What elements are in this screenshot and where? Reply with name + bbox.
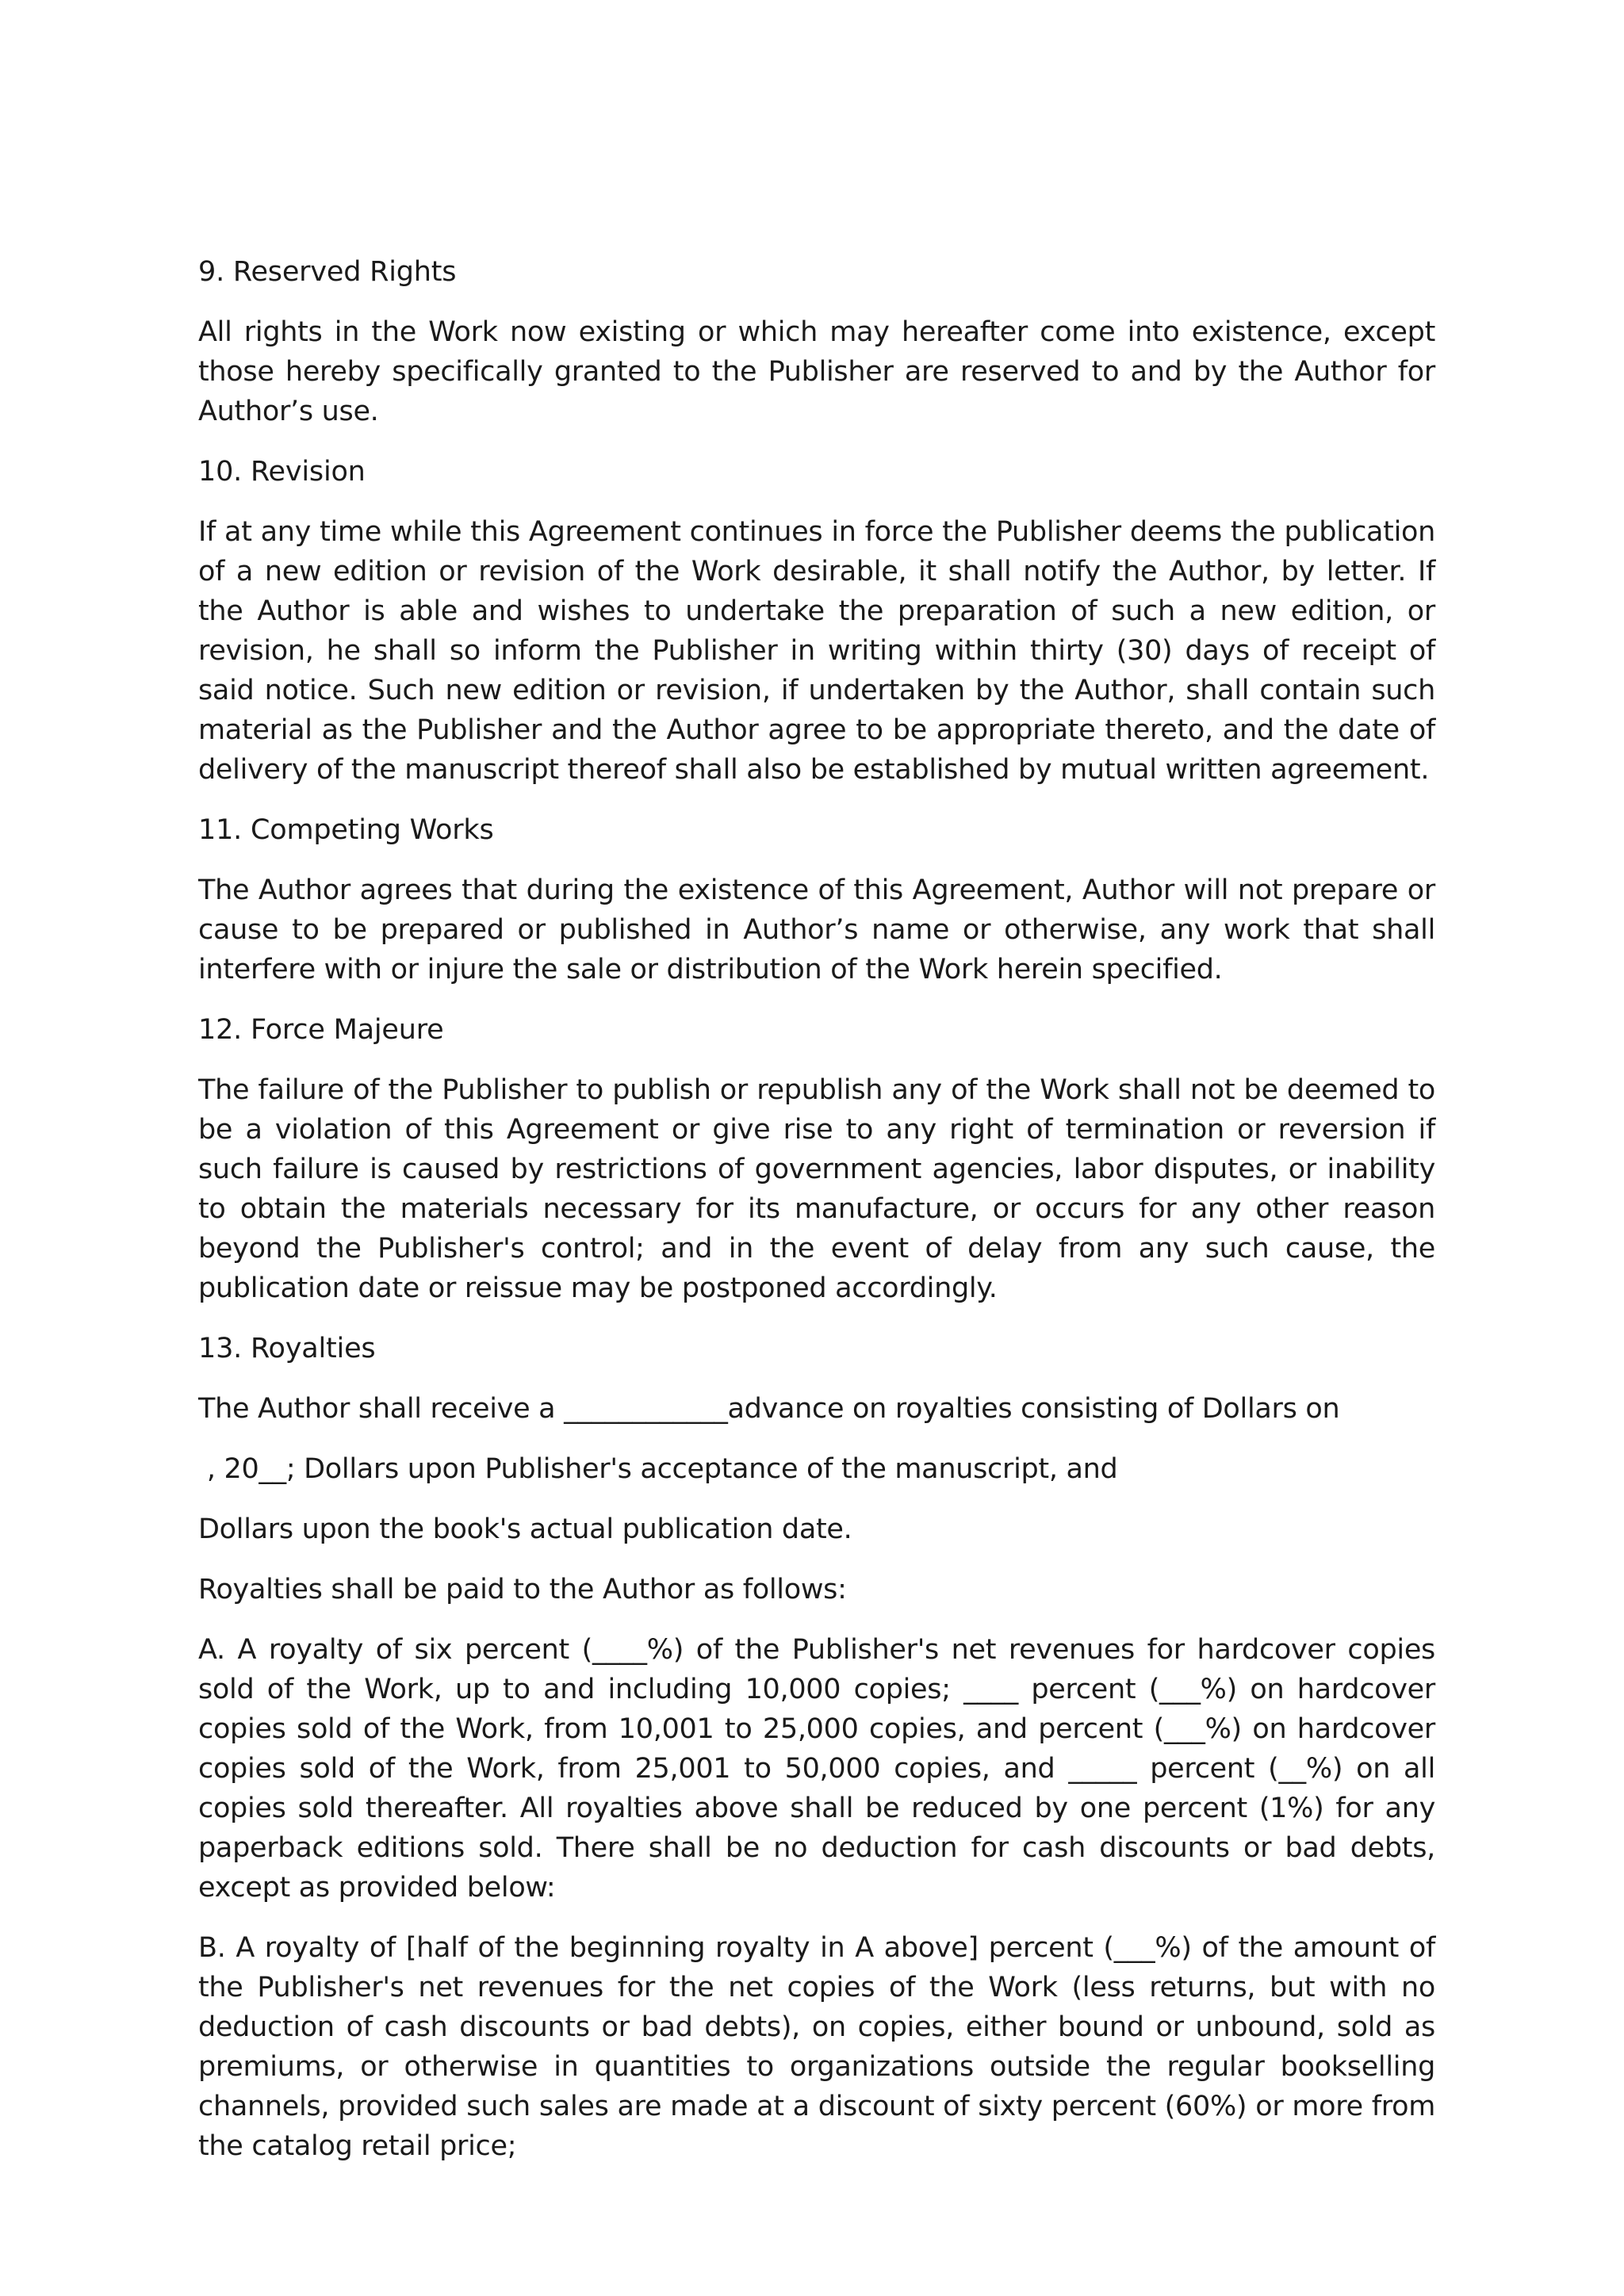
royalties-publication-line: Dollars upon the book's actual publication date.	[198, 1513, 852, 1545]
royalties-date-line: , 20__; Dollars upon Publisher's acceptance of the manuscript, and	[198, 1453, 1118, 1485]
section-competing-works	[198, 810, 1435, 989]
section-body: The Author agrees that during the existence of this Agreement, Author will not prepare or cause to be prepared or published in Author’s name or otherwise, any work that shall interfere with or injure the sale or distribution of the Work herein specified.	[198, 874, 1435, 985]
section-royalties	[198, 1329, 1435, 2166]
section-revision	[198, 452, 1435, 790]
royalties-intro-line: Royalties shall be paid to the Author as follows:	[198, 1574, 847, 1605]
royalties-clause-a: A. A royalty of six percent (____%) of the Publisher's net revenues for hardcover copies sold of the Work, up to and including 10,000 copies; ____ percent (___%) on hardcover copies sold of the Work, from 10,001 to 25,000 copies, and percent (___%) on hardcover copies sold of the Work, from 25,001 to 50,000 copies, and _____ percent (__%) on all copies sold thereafter. All royalties above shall be reduced by one percent (1%) for any paperback editions sold. There shall be no deduction for cash discounts or bad debts, except as provided below:	[198, 1634, 1435, 1904]
section-heading: 9. Reserved Rights	[198, 256, 457, 288]
section-body: All rights in the Work now existing or which may hereafter come into existence, except those hereby specifically granted to the Publisher are reserved to and by the Author for Author’s use.	[198, 316, 1435, 427]
section-heading: 12. Force Majeure	[198, 1014, 444, 1046]
royalties-advance-line: The Author shall receive a ____________advance on royalties consisting of Dollars on	[198, 1393, 1340, 1425]
document-page	[198, 252, 1435, 2187]
section-body: If at any time while this Agreement continues in force the Publisher deems the publication of a new edition or revision of the Work desirable, it shall notify the Author, by letter. If the Author is able and wishes to undertake the preparation of such a new edition, or revision, he shall so inform the Publisher in writing within thirty (30) days of receipt of said notice. Such new edition or revision, if undertaken by the Author, shall contain such material as the Publisher and the Author agree to be appropriate thereto, and the date of delivery of the manuscript thereof shall also be established by mutual written agreement.	[198, 516, 1435, 786]
section-heading: 11. Competing Works	[198, 814, 494, 846]
royalties-clause-b: B. A royalty of [half of the beginning royalty in A above] percent (___%) of the amount of the Publisher's net revenues for the net copies of the Work (less returns, but with no deduction of cash discounts or bad debts), on copies, either bound or unbound, sold as premiums, or otherwise in quantities to organizations outside the regular bookselling channels, provided such sales are made at a discount of sixty percent (60%) or more from the catalog retail price;	[198, 1932, 1435, 2162]
section-body: The failure of the Publisher to publish or republish any of the Work shall not be deemed to be a violation of this Agreement or give rise to any right of termination or reversion if such failure is caused by restrictions of government agencies, labor disputes, or inability to obtain the materials necessary for its manufacture, or occurs for any other reason beyond the Publisher's control; and in the event of delay from any such cause, the publication date or reissue may be postponed accordingly.	[198, 1074, 1435, 1304]
section-force-majeure	[198, 1010, 1435, 1308]
section-reserved-rights	[198, 252, 1435, 431]
section-heading: 10. Revision	[198, 456, 366, 488]
section-heading: 13. Royalties	[198, 1333, 376, 1364]
